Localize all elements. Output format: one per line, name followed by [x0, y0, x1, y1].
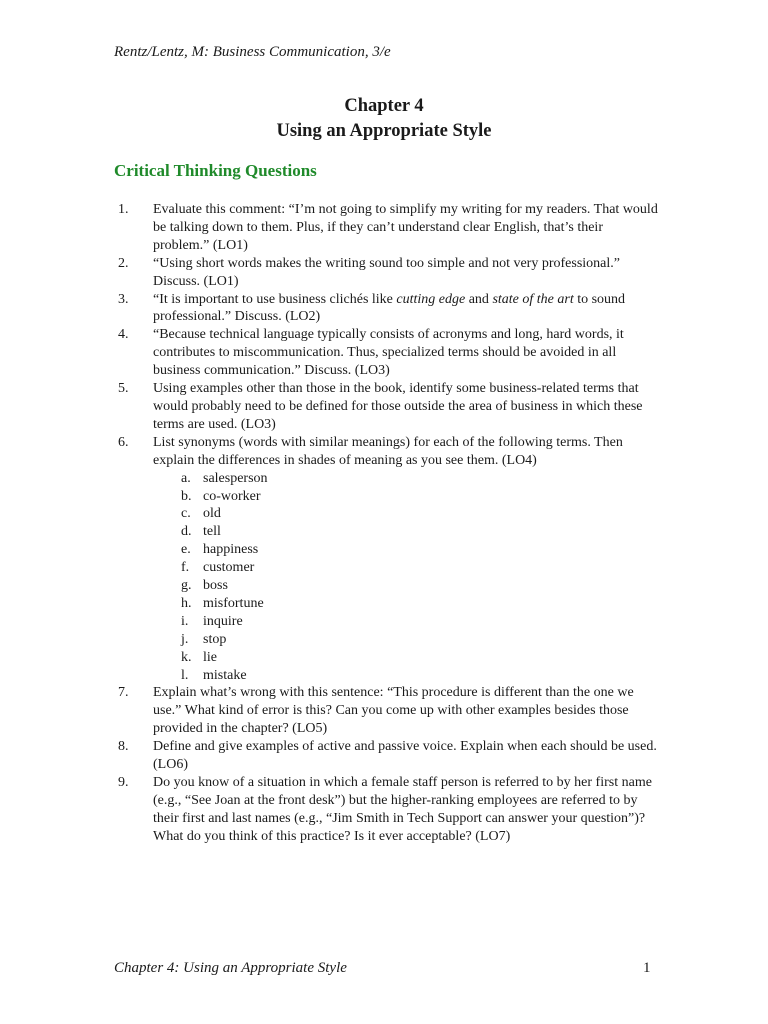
term-item	[153, 631, 660, 649]
term-list	[153, 470, 660, 685]
question-item	[0, 326, 768, 380]
question-item	[0, 434, 768, 685]
question-text-run: “Because technical language typically consists of acronyms and long, hard words, it contributes to miscommunication. Thus, specialized terms should be avoided in all business communication.” Discuss. (LO3)	[153, 327, 624, 379]
term-item	[153, 667, 660, 685]
question-item	[0, 684, 768, 738]
question-number: 4.	[118, 327, 129, 343]
question-text-run: List synonyms (words with similar meanings) for each of the following terms. Then explain the differences in shades of meaning as you see them. (LO4)	[153, 434, 623, 468]
term-text: co-worker	[203, 488, 261, 504]
question-text	[153, 774, 660, 846]
question-number: 5.	[118, 381, 129, 397]
term-letter: f.	[181, 560, 190, 576]
term-item	[153, 505, 660, 523]
question-text	[153, 434, 660, 470]
question-text-run: Do you know of a situation in which a female staff person is referred to by her first name (e.g., “See Joan at the front desk”) but the higher-ranking employees are referred to by their first and last names (e.g., “Jim Smith in Tech Support can answer your question”)? What do you think of this practice? Is it ever acceptable? (LO7)	[153, 775, 652, 844]
question-number: 2.	[118, 255, 129, 271]
running-footer: Chapter 4: Using an Appropriate Style	[114, 960, 347, 976]
term-text: mistake	[203, 667, 247, 683]
question-text-run: Explain what’s wrong with this sentence: “This procedure is different than the one we use.” What kind of error is this? Can you come up with other examples besides those provided in the chapter? (LO5)	[153, 685, 634, 737]
term-letter: b.	[181, 488, 192, 504]
question-number: 6.	[118, 434, 129, 450]
question-item	[0, 738, 768, 774]
term-text: stop	[203, 631, 227, 647]
section-heading: Critical Thinking Questions	[114, 161, 317, 180]
question-text-run: Evaluate this comment: “I’m not going to simplify my writing for my readers. That would be talking down to them. Plus, if they can’t understand clear English, that’s their problem.” (LO1)	[153, 202, 658, 253]
question-item	[0, 201, 768, 255]
chapter-name: Using an Appropriate Style	[276, 121, 492, 141]
term-item	[153, 595, 660, 613]
term-text: old	[203, 506, 221, 522]
term-text: salesperson	[203, 470, 268, 486]
term-text: inquire	[203, 613, 243, 629]
page-number: 1	[643, 960, 651, 976]
term-item	[153, 488, 660, 506]
question-text-run: Define and give examples of active and passive voice. Explain when each should be used. (LO6)	[153, 739, 657, 773]
question-list	[0, 201, 768, 846]
term-item	[153, 577, 660, 595]
chapter-title	[0, 94, 768, 144]
question-text-run: and	[465, 291, 493, 307]
question-item	[0, 255, 768, 291]
question-text-italic: state of the art	[492, 291, 574, 307]
question-number: 9.	[118, 775, 129, 790]
term-text: lie	[203, 649, 217, 665]
term-item	[153, 613, 660, 631]
term-item	[153, 470, 660, 488]
question-text	[153, 326, 660, 380]
question-text-run: “It is important to use business clichés like	[153, 291, 397, 307]
question-number: 8.	[118, 739, 129, 755]
term-letter: i.	[181, 613, 189, 629]
question-text	[153, 738, 660, 774]
term-letter: g.	[181, 578, 192, 594]
term-text: boss	[203, 578, 228, 594]
question-text-italic: cutting edge	[396, 291, 466, 307]
question-text-run: “Using short words makes the writing sound too simple and not very professional.” Discuss. (LO1)	[153, 255, 620, 289]
question-item	[0, 774, 768, 846]
question-number: 3.	[118, 291, 129, 307]
question-text	[153, 684, 660, 738]
term-item	[153, 649, 660, 667]
term-item	[153, 541, 660, 559]
chapter-number: Chapter 4	[344, 96, 424, 116]
term-letter: k.	[181, 649, 192, 665]
question-item	[0, 291, 768, 327]
term-letter: h.	[181, 595, 192, 611]
term-letter: a.	[181, 470, 191, 486]
question-number: 7.	[118, 685, 129, 701]
term-item	[153, 559, 660, 577]
running-header: Rentz/Lentz, M: Business Communication, 3/e	[114, 44, 391, 60]
question-item	[0, 380, 768, 434]
question-number: 1.	[118, 202, 129, 217]
question-text	[153, 380, 660, 434]
term-text: tell	[203, 524, 221, 540]
term-text: happiness	[203, 542, 259, 558]
term-letter: l.	[181, 667, 189, 683]
term-text: customer	[203, 560, 255, 576]
term-letter: c.	[181, 506, 191, 522]
question-text-run: to sound professional.” Discuss. (LO2)	[153, 291, 626, 325]
term-letter: e.	[181, 542, 191, 558]
term-letter: j.	[181, 631, 189, 647]
term-text: misfortune	[203, 595, 264, 611]
question-text	[153, 201, 660, 255]
term-item	[153, 523, 660, 541]
question-text	[153, 291, 660, 327]
term-letter: d.	[181, 524, 192, 540]
question-text-run: Using examples other than those in the book, identify some business-related terms that would probably need to be defined for those outside the area of business in which these terms are used. (LO3)	[153, 381, 643, 432]
question-text	[153, 255, 660, 291]
